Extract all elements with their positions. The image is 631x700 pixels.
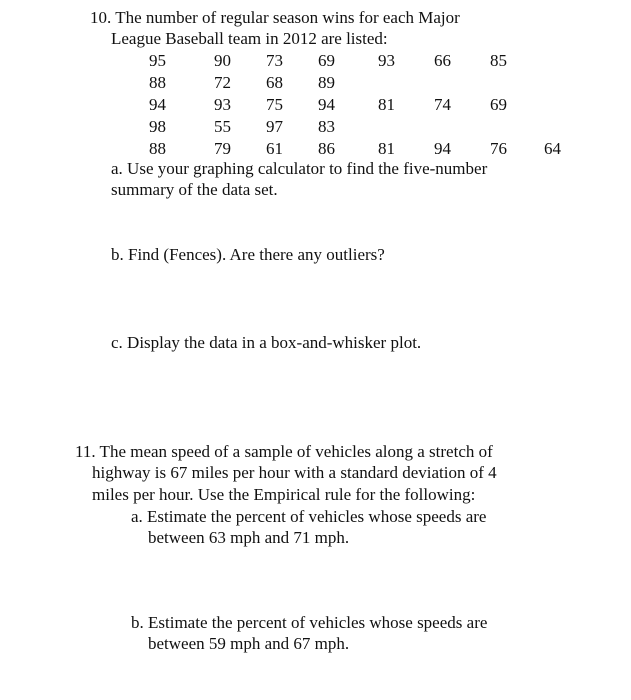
data-value: 93	[214, 95, 231, 114]
q11-heading-line3: miles per hour. Use the Empirical rule for the following:	[92, 485, 476, 504]
data-value: 79	[214, 139, 231, 158]
data-value: 76	[490, 139, 507, 158]
data-value: 89	[318, 73, 335, 92]
data-value: 81	[378, 95, 395, 114]
data-value: 68	[266, 73, 283, 92]
data-value: 94	[434, 139, 451, 158]
q10-heading-line1: 10. The number of regular season wins for each Major	[90, 8, 460, 27]
q11-part-b-line2: between 59 mph and 67 mph.	[148, 634, 350, 653]
q10-part-a-line1: a. Use your graphing calculator to find the five-number	[111, 159, 488, 178]
data-value: 83	[318, 117, 335, 136]
q10-part-c: c. Display the data in a box-and-whisker plot.	[111, 333, 422, 352]
data-value: 66	[434, 51, 451, 70]
data-value: 72	[214, 73, 231, 92]
data-value: 98	[149, 117, 166, 136]
q10-part-a-line2: summary of the data set.	[111, 180, 278, 199]
data-value: 64	[544, 139, 561, 158]
data-value: 97	[266, 117, 283, 136]
q11-heading-line2: highway is 67 miles per hour with a standard deviation of 4	[92, 463, 497, 482]
q10-heading-line2: League Baseball team in 2012 are listed:	[111, 29, 388, 48]
data-value: 86	[318, 139, 335, 158]
q11-part-a-line1: a. Estimate the percent of vehicles whose speeds are	[131, 507, 487, 526]
data-value: 55	[214, 117, 231, 136]
data-value: 85	[490, 51, 507, 70]
data-value: 74	[434, 95, 451, 114]
data-value: 93	[378, 51, 395, 70]
data-value: 90	[214, 51, 231, 70]
data-value: 88	[149, 139, 166, 158]
q11-part-b-line1: b. Estimate the percent of vehicles whose speeds are	[131, 613, 488, 632]
data-value: 69	[490, 95, 507, 114]
q11-part-a-line2: between 63 mph and 71 mph.	[148, 528, 350, 547]
data-value: 94	[318, 95, 335, 114]
data-value: 75	[266, 95, 283, 114]
q10-part-b: b. Find (Fences). Are there any outliers?	[111, 245, 385, 264]
data-value: 94	[149, 95, 166, 114]
data-value: 88	[149, 73, 166, 92]
q11-heading-line1: 11. The mean speed of a sample of vehicles along a stretch of	[75, 442, 493, 461]
data-value: 61	[266, 139, 283, 158]
data-value: 81	[378, 139, 395, 158]
data-value: 69	[318, 51, 335, 70]
data-value: 73	[266, 51, 283, 70]
data-value: 95	[149, 51, 166, 70]
